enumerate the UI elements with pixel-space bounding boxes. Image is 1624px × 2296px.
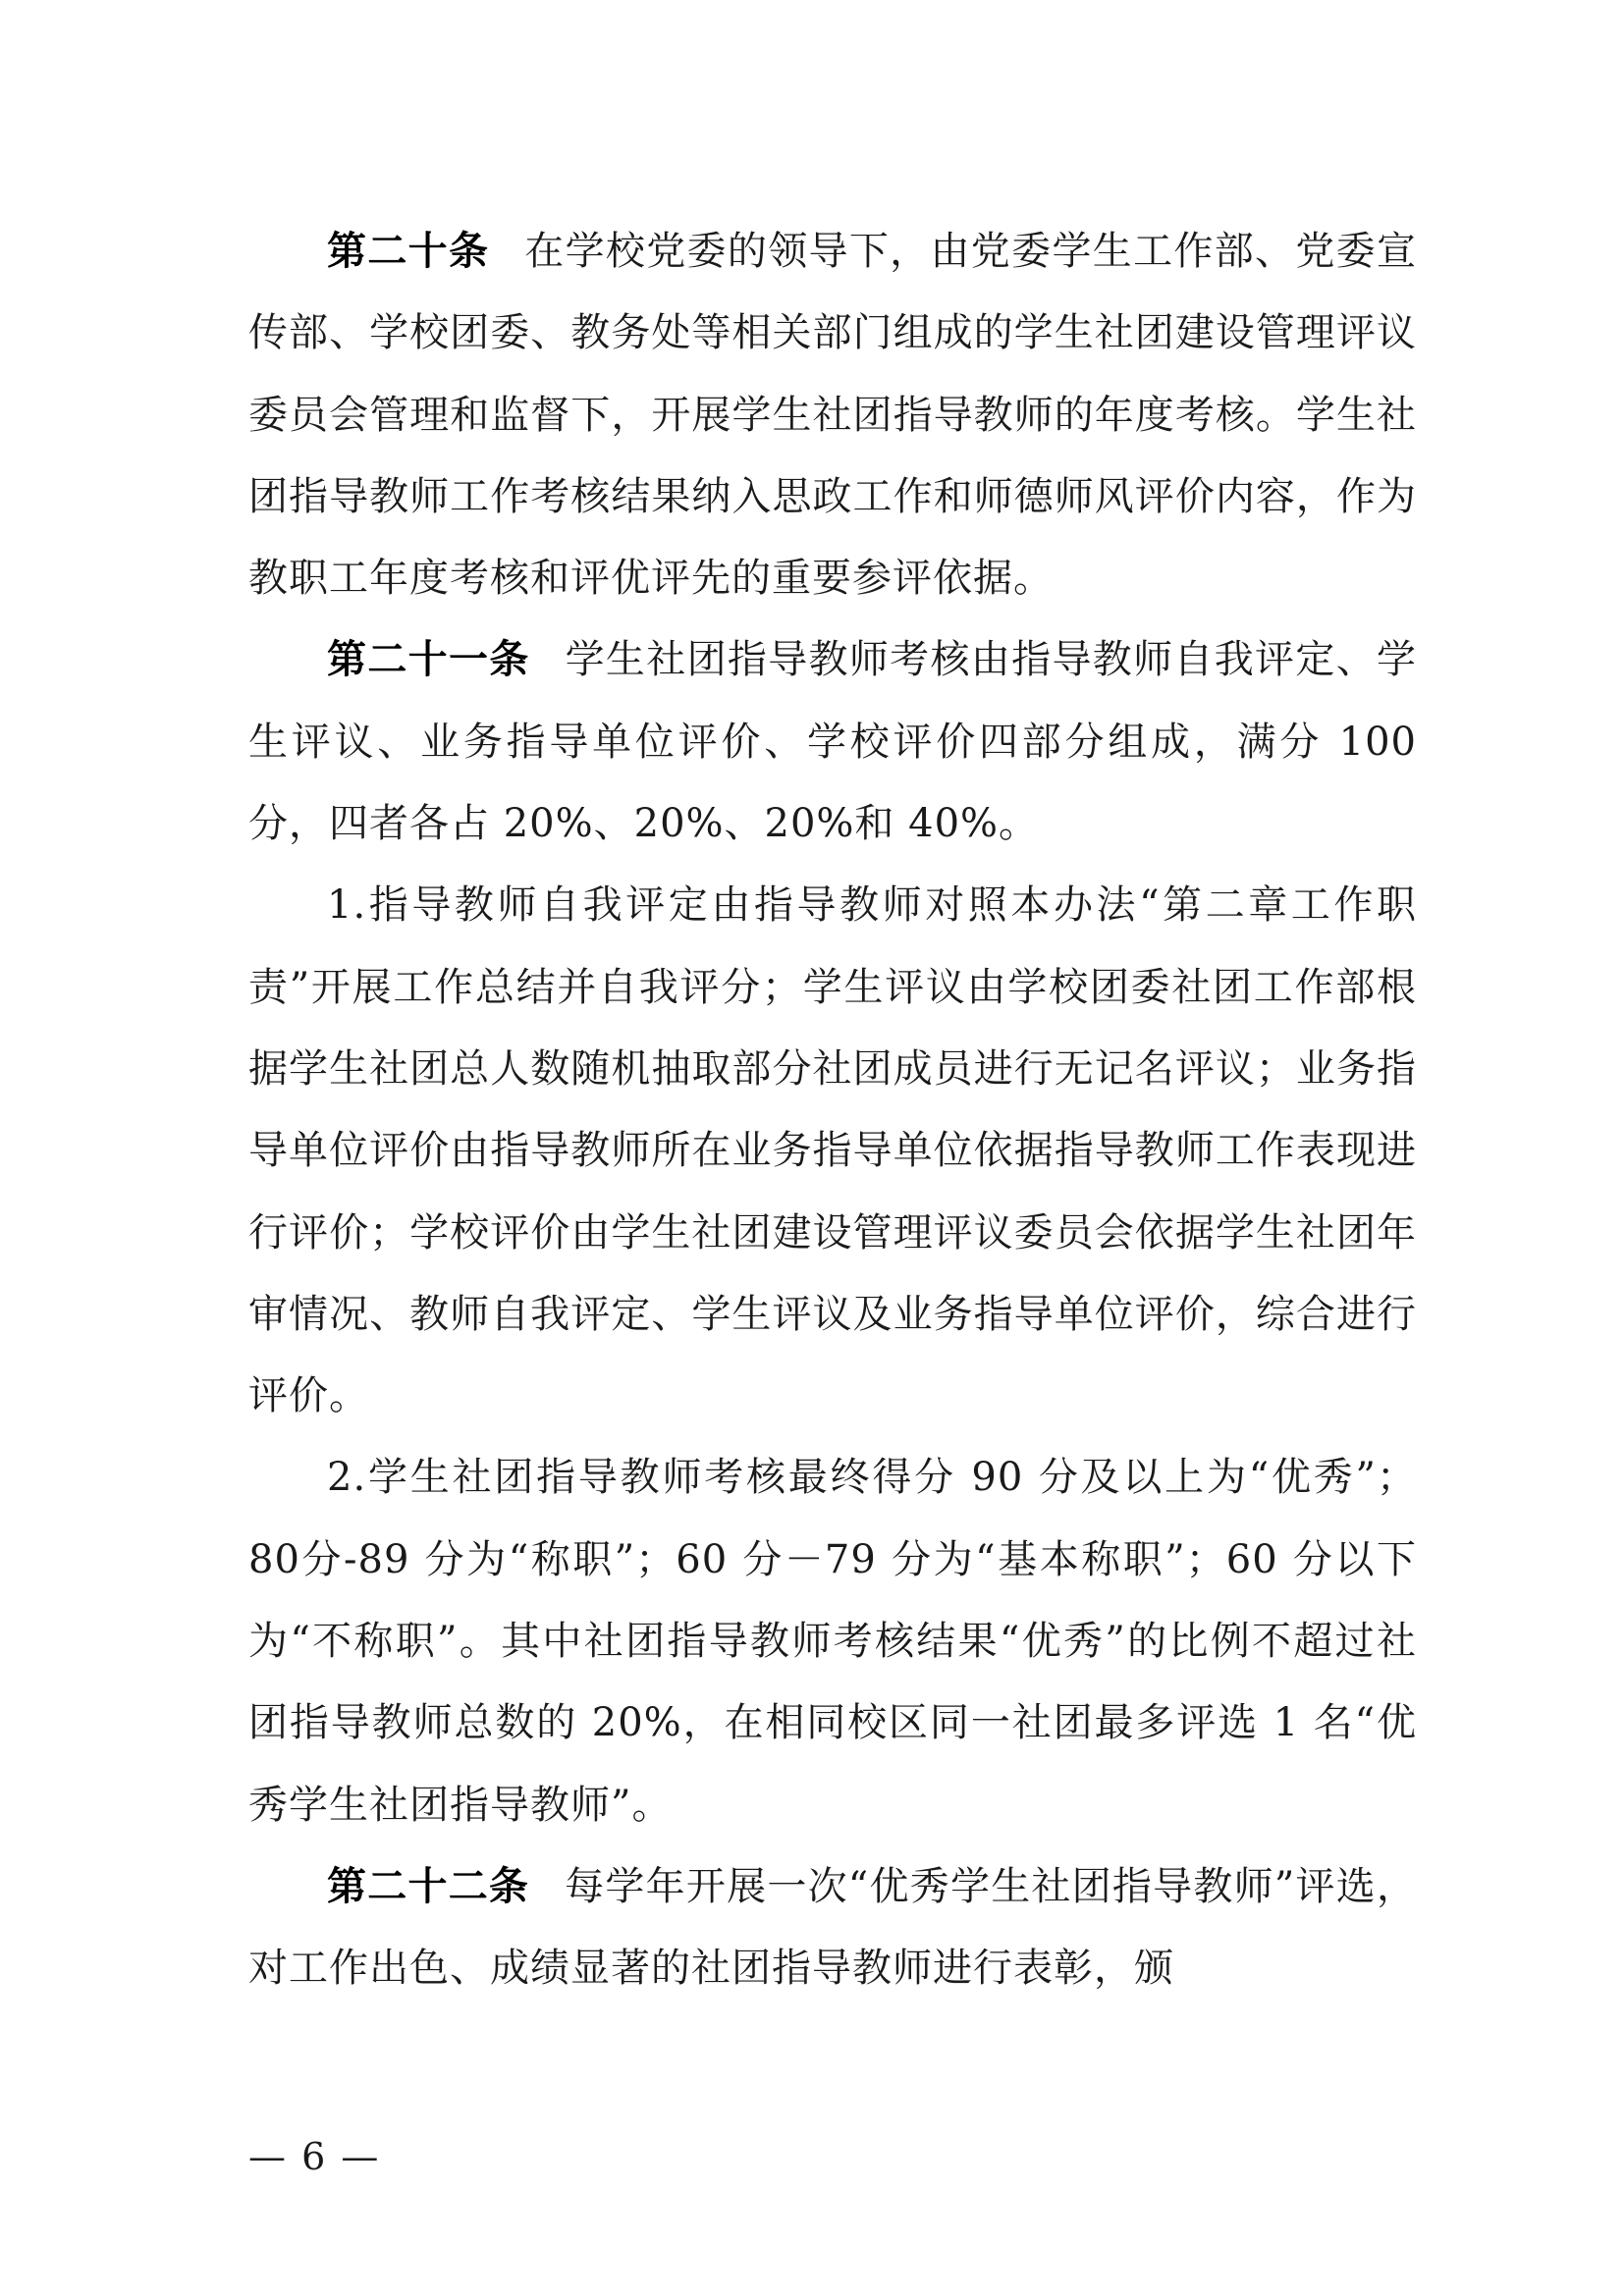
paragraph-text: 1.指导教师自我评定由指导教师对照本办法“第二章工作职责”开展工作总结并自我评分；学生评议由学校团委社团工作部根据学生社团总人数随机抽取部分社团成员进行无记名评议；业务指导单位评价由指导教师所在业务指导单位依据指导教师工作表现进行评价；学校评价由学生社团建设管理评议委员会依据学生社团年审情况、教师自我评定、学生评议及业务指导单位评价，综合进行评价。 bbox=[248, 882, 1417, 1419]
document-body bbox=[248, 211, 1417, 2010]
article-22-paragraph bbox=[248, 1846, 1417, 2010]
item-2-paragraph bbox=[248, 1437, 1417, 1845]
article-number: 第二十二条 bbox=[327, 1863, 530, 1909]
item-1-paragraph bbox=[248, 865, 1417, 1437]
article-number: 第二十条 bbox=[327, 229, 490, 274]
article-21-paragraph bbox=[248, 619, 1417, 865]
page-number: — 6 — bbox=[248, 2135, 381, 2178]
article-number: 第二十一条 bbox=[327, 637, 530, 683]
paragraph-text: 2.学生社团指导教师考核最终得分 90 分及以上为“优秀”；80分-89 分为“称职”；60 分－79 分为“基本称职”；60 分以下为“不称职”。其中社团指导教师考核结果“优秀”的比例不超过社团指导教师总数的 20%，在相同校区同一社团最多评选 1 名“优秀学生社团指导教师”。 bbox=[248, 1455, 1417, 1828]
paragraph-text: 学生社团指导教师考核由指导教师自我评定、学生评议、业务指导单位评价、学校评价四部分组成，满分 100 分，四者各占 20%、20%、20%和 40%。 bbox=[248, 637, 1418, 847]
article-20-paragraph bbox=[248, 211, 1417, 619]
paragraph-text: 在学校党委的领导下，由党委学生工作部、党委宣传部、学校团委、教务处等相关部门组成的学生社团建设管理评议委员会管理和监督下，开展学生社团指导教师的年度考核。学生社团指导教师工作考核结果纳入思政工作和师德师风评价内容，作为教职工年度考核和评优评先的重要参评依据。 bbox=[248, 229, 1418, 602]
paragraph-text: 每学年开展一次“优秀学生社团指导教师”评选，对工作出色、成绩显著的社团指导教师进行表彰，颁 bbox=[248, 1863, 1417, 1992]
